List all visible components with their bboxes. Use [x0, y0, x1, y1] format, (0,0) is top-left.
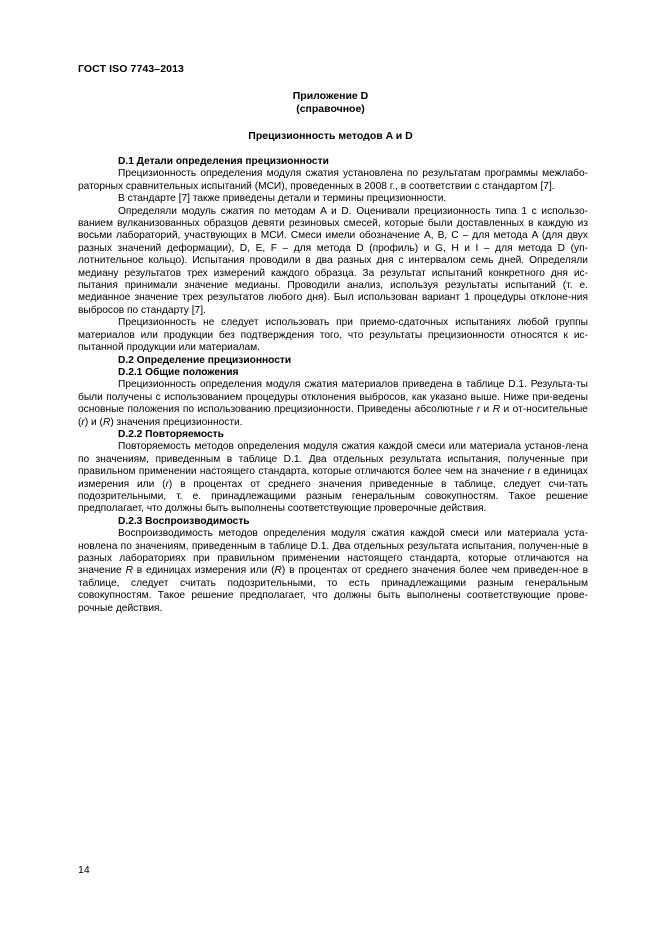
section-heading-d21: D.2.1 Общие положения [118, 366, 239, 378]
paragraph: Прецизионность определения модуля сжатия материалов приведена в таблице D.1. Результа-ты были получены с использованием процедуры отклонения выбросов, как указано выше. Ниже при-ведены основные положения по использованию прецизионности. Приведены абсолютные r и R и от-носительные (r) и (R) значения прецизионности. [78, 379, 588, 428]
document-header: ГОСТ ISO 7743–2013 [78, 63, 184, 75]
paragraph: Повторяемость методов определения модуля сжатия каждой смеси или материала установ-лена по значениям, приведенным в таблице D.1. Два отдельных результата испытания, полученные при правильном применении настоящего стандарта, которые отличаются более чем на значение r в единицах измерения или (r) в процентах от среднего значения приведенные в таблице, следует счи-тать подозрительными, т. е. принадлежащими разным генеральным совокупностям. Такое решение предполагает, что должны быть выполнены соответствующие проверочные действия. [78, 441, 588, 515]
annex-title: Прецизионность методов A и D [248, 130, 413, 142]
paragraph: Прецизионность определения модуля сжатия установлена по результатам программы межлабо-раторных сравнительных испытаний (МСИ), проведенных в 2008 г., в соответствии с стандартом [7]. [78, 168, 588, 192]
paragraph: Воспроизводимость методов определения модуля сжатия каждой смеси или материала уста-новлена по значениям, приведенным в таблице D.1. Два отдельных результата испытания, получен-ные в разных лабораториях при правильном применении настоящего стандарта, которые отличаются на значение R в единицах измерения или (R) в процентах от среднего значения более чем приведен-ное в таблице, следует считать подозрительными, то есть принадлежащими разным генеральным совокупностям. Такое решение предполагает, что должны быть выполнены соответствующие прове-рочные действия. [78, 528, 589, 614]
annex-kind: (справочное) [296, 102, 365, 115]
section-heading-d1: D.1 Детали определения прецизионности [118, 156, 329, 167]
annex-heading [78, 90, 583, 115]
annex-label: Приложение D [292, 90, 369, 102]
paragraph: Определяли модуль сжатия по методам A и D. Оценивали прецизионность типа 1 с использо-ванием вулканизованных образцов девяти резиновых смесей, которые были доставленных в каждую из восьми лабораторий, участвующих в МСИ. Смеси имели обозначение A, B, C – для метода A (для двух разных значений деформации), D, E, F – для метода D (профиль) и G, H и I – для метода D (уп-лотнительное кольцо). Испытания проводили в два разных дня с интервалом семь дней. Определяли медиану результатов трех измерений каждого образца. За результат испытаний конкретного дня ис-пытания принимали значение медианы. Проводили анализ, используя результаты испытаний (т. е. медианное значение трех результатов любого дня). Был использован вариант 1 процедуры отклоне-ния выбросов по стандарту [7]. [78, 205, 588, 316]
section-heading-d2: D.2 Определение прецизионности [118, 354, 292, 366]
section-heading-d23: D.2.3 Воспроизводимость [118, 515, 250, 527]
section-heading-d22: D.2.2 Повторяемость [118, 428, 224, 440]
page-number: 14 [78, 864, 90, 876]
document-body [78, 156, 588, 615]
paragraph: Прецизионность не следует использовать при приемо-сдаточных испытаниях любой группы материалов или продукции без подтверждения того, что результаты прецизионности относятся к ис-пытанной продукции или материалам. [78, 317, 588, 354]
paragraph: В стандарте [7] также приведены детали и термины прецизионности. [118, 193, 447, 205]
